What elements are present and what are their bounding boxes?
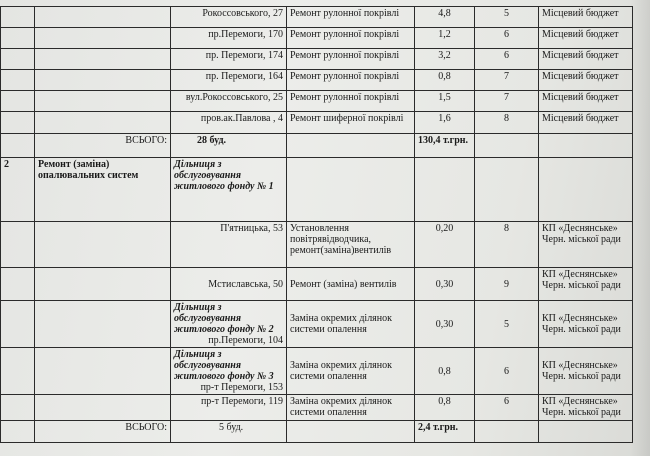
volume-cell: 0,8: [415, 70, 475, 91]
table-row: [1, 70, 633, 91]
total-sum: 130,4 т.грн.: [415, 134, 475, 158]
table-row: [1, 348, 633, 395]
source-cell: Місцевий бюджет: [539, 7, 633, 28]
address-cell: вул.Рокоссовського, 25: [171, 91, 287, 112]
table-row: [1, 222, 633, 268]
address-cell: П'ятницька, 53: [171, 222, 287, 268]
work-cell: Ремонт рулонної покрівлі: [287, 91, 415, 112]
district-address-cell: [171, 301, 287, 348]
district-label: Дільниця з обслуговування житлового фонду № 3: [174, 349, 274, 382]
table-row: [1, 91, 633, 112]
work-cell: Ремонт шиферної покрівлі: [287, 112, 415, 134]
count-cell: 9: [475, 268, 539, 301]
source-cell: Місцевий бюджет: [539, 112, 633, 134]
table-row: [1, 112, 633, 134]
source-cell: КП «Деснянське» Черн. міської ради: [539, 348, 633, 395]
table-row: [1, 28, 633, 49]
table-row: [1, 49, 633, 70]
total-sum: 2,4 т.грн.: [415, 421, 475, 443]
total-label: ВСЬОГО:: [35, 134, 171, 158]
district-label: Дільниця з обслуговування житлового фонду № 2: [174, 302, 274, 335]
table-row: [1, 301, 633, 348]
volume-cell: 0,20: [415, 222, 475, 268]
source-cell: КП «Деснянське» Черн. міської ради: [539, 301, 633, 348]
address-cell: пр. Перемоги, 174: [171, 49, 287, 70]
total-row: [1, 134, 633, 158]
volume-cell: 1,2: [415, 28, 475, 49]
source-cell: Місцевий бюджет: [539, 91, 633, 112]
work-cell: Заміна окремих ділянок системи опалення: [287, 395, 415, 421]
total-row: [1, 421, 633, 443]
work-cell: Ремонт рулонної покрівлі: [287, 49, 415, 70]
work-cell: Ремонт рулонної покрівлі: [287, 28, 415, 49]
work-cell: Заміна окремих ділянок системи опалення: [287, 348, 415, 395]
volume-cell: 4,8: [415, 7, 475, 28]
address-text: пр-т Перемоги, 153: [200, 382, 283, 393]
work-cell: Ремонт рулонної покрівлі: [287, 7, 415, 28]
volume-cell: 0,30: [415, 301, 475, 348]
source-cell: Місцевий бюджет: [539, 70, 633, 91]
work-cell: Ремонт рулонної покрівлі: [287, 70, 415, 91]
volume-cell: 0,8: [415, 395, 475, 421]
address-cell: пр-т Перемоги, 119: [171, 395, 287, 421]
work-cell: Ремонт (заміна) вентилів: [287, 268, 415, 301]
section-header-row: [1, 158, 633, 222]
address-cell: Мстиславська, 50: [171, 268, 287, 301]
section-number: 2: [1, 158, 35, 222]
district-address-cell: [171, 348, 287, 395]
count-cell: 7: [475, 70, 539, 91]
count-cell: 8: [475, 222, 539, 268]
address-cell: Рокоссовського, 27: [171, 7, 287, 28]
count-cell: 5: [475, 301, 539, 348]
volume-cell: 0,8: [415, 348, 475, 395]
page-edge-shadow: [630, 0, 650, 456]
count-cell: 6: [475, 28, 539, 49]
works-table: [0, 6, 633, 443]
section-title: Ремонт (заміна) опалювальних систем: [35, 158, 171, 222]
source-cell: КП «Деснянське» Черн. міської ради: [539, 395, 633, 421]
count-cell: 5: [475, 7, 539, 28]
count-cell: 6: [475, 348, 539, 395]
count-cell: 6: [475, 49, 539, 70]
address-cell: пров.ак.Павлова , 4: [171, 112, 287, 134]
total-buildings: 28 буд.: [171, 134, 287, 158]
work-cell: Заміна окремих ділянок системи опалення: [287, 301, 415, 348]
address-text: пр.Перемоги, 104: [208, 335, 283, 346]
volume-cell: 1,5: [415, 91, 475, 112]
table-row: [1, 7, 633, 28]
volume-cell: 3,2: [415, 49, 475, 70]
source-cell: Місцевий бюджет: [539, 28, 633, 49]
table-row: [1, 395, 633, 421]
count-cell: 8: [475, 112, 539, 134]
volume-cell: 0,30: [415, 268, 475, 301]
total-label: ВСЬОГО:: [35, 421, 171, 443]
district-header: Дільниця з обслуговування житлового фонду № 1: [171, 158, 287, 222]
count-cell: 6: [475, 395, 539, 421]
source-cell: Місцевий бюджет: [539, 49, 633, 70]
total-buildings: 5 буд.: [171, 421, 287, 443]
count-cell: 7: [475, 91, 539, 112]
address-cell: пр. Перемоги, 164: [171, 70, 287, 91]
address-cell: пр.Перемоги, 170: [171, 28, 287, 49]
source-cell: КП «Деснянське» Черн. міської ради: [539, 268, 633, 301]
table-row: [1, 268, 633, 301]
work-cell: Установлення повітрявідводчика, ремонт(заміна)вентилів: [287, 222, 415, 268]
volume-cell: 1,6: [415, 112, 475, 134]
source-cell: КП «Деснянське» Черн. міської ради: [539, 222, 633, 268]
